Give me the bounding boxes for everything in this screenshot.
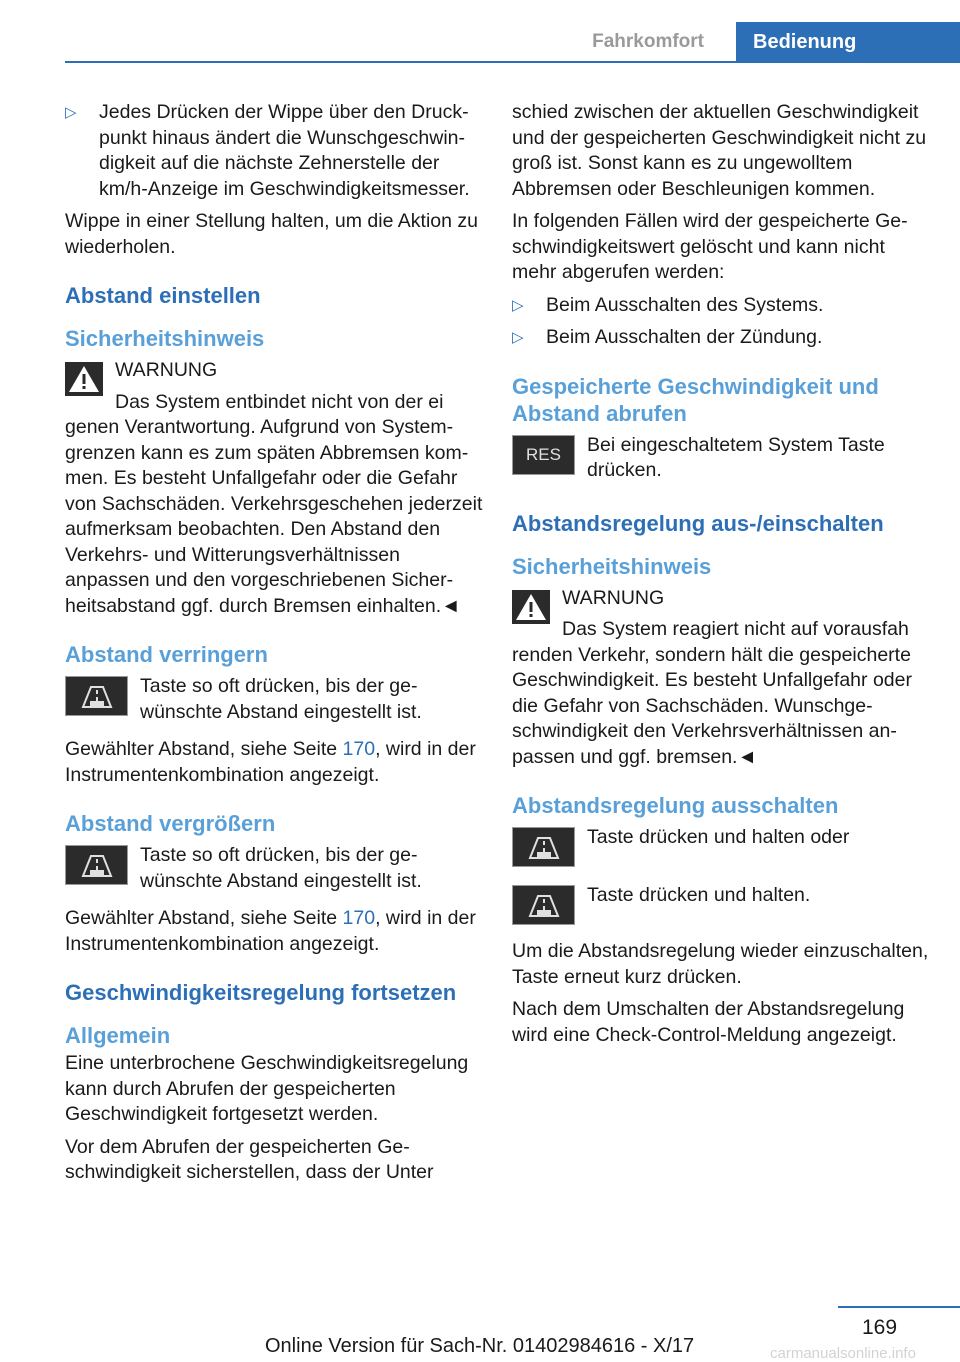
vergroessern-row: [65, 843, 483, 894]
paragraph: Um die Abstandsregelung wieder einzuschalten, Taste erneut kurz drücken.: [512, 940, 929, 988]
list-item: [512, 325, 930, 351]
warning-triangle-icon: [512, 590, 550, 624]
abrufen-text: Bei eingeschaltetem System Taste drücken.: [587, 433, 885, 481]
page-link-170[interactable]: 170: [342, 907, 376, 929]
footer-rule: [838, 1306, 960, 1308]
tab-fahrkomfort[interactable]: Fahrkomfort: [592, 31, 704, 52]
verringern-text: Taste so oft drücken, bis der gewünschte Abstand eingestellt ist.: [140, 675, 422, 723]
paragraph: Vor dem Abrufen der gespeicherten Geschwindigkeit sicherstellen, dass der Unter: [65, 1135, 434, 1183]
triangle-bullet-icon: ▷: [512, 296, 524, 314]
warning-text-lead: Das System reagiert nicht auf vorausfah: [562, 618, 909, 640]
heading-ausschalten: Abstandsregelung ausschalten: [512, 793, 839, 818]
page-number: 169: [862, 1316, 898, 1339]
text: Gewählter Abstand, siehe Seite: [65, 738, 343, 760]
paragraph: Wippe in einer Stellung halten, um die Aktion zu wiederholen.: [65, 210, 478, 258]
online-version-note: Online Version für Sach-Nr. 01402984616 - X/17: [265, 1335, 695, 1357]
paragraph-gewaehlt-1: [65, 737, 483, 788]
vergroessern-text: Taste so oft drücken, bis der gewünschte Abstand eingestellt ist.: [140, 844, 422, 892]
verringern-row: [65, 674, 483, 725]
paragraph: In folgenden Fällen wird der gespeicherte Geschwindigkeitswert gelöscht und kann nicht mehr abgerufen werden:: [512, 210, 908, 283]
text: Gewählter Abstand, siehe Seite: [65, 907, 343, 929]
text: , wird in der Instrumentenkombination angezeigt.: [65, 738, 476, 786]
warning-label: WARNUNG: [562, 586, 665, 609]
heading-abstand-vergroessern: Abstand vergrößern: [65, 811, 276, 836]
paragraph: Nach dem Umschalten der Abstandsregelung wird eine Check-Control-Meldung angezeigt.: [512, 998, 905, 1046]
watermark: carmanualsonline.info: [770, 1345, 916, 1362]
warning-text: renden Verkehr, sondern hält die gespeicherte Geschwindigkeit. Es besteht Unfallgefahr oder die Gefahr von Sachschäden. Wunschgeschwindigkeit den Verkehrsverhältnissen anpassen und ggf. bremsen.◄: [512, 643, 912, 768]
res-button-icon: [512, 435, 575, 475]
tab-bedienung[interactable]: Bedienung: [736, 22, 960, 63]
bullet-text: Beim Ausschalten des Systems.: [546, 293, 824, 316]
ausschalten-row-2: [512, 883, 930, 927]
triangle-bullet-icon: ▷: [512, 329, 524, 346]
warning-block: [65, 358, 483, 619]
abrufen-row: [512, 433, 930, 484]
distance-button-icon: [512, 885, 575, 925]
warning-triangle-icon: [65, 362, 103, 396]
warning-text-lead: Das System entbindet nicht von der ei: [115, 390, 444, 413]
ausschalten-text-1: Taste drücken und halten oder: [587, 826, 850, 848]
warning-text: genen Verantwortung. Aufgrund von Systemgrenzen kann es zum späten Abbremsen kommen. Es besteht Unfallgefahr oder die Gefahr von Sachschäden. Verkehrsgeschehen jederzeit aufmerksam beobachten. Den Abstand den Verkehrs- und Witterungsverhältnissen anpassen und den vorgeschriebenen Sicherheitsabstand ggf. durch Bremsen einhalten.◄: [65, 416, 483, 617]
list-item: [512, 293, 930, 319]
page-link-170[interactable]: 170: [342, 738, 376, 760]
heading-aus-einschalten: Abstandsregelung aus-/einschalten: [512, 510, 884, 536]
heading-abrufen: Gespeicherte Geschwindigkeit und Abstand abrufen: [512, 373, 879, 426]
res-label: RES: [526, 444, 561, 464]
bullet-text: Jedes Drücken der Wippe über den Druckpunkt hinaus ändert die Wunschgeschwindigkeit auf die nächste Zehnerstelle der km/h-Anzeige im Geschwindigkeitsmesser.: [99, 101, 470, 200]
heading-abstand-einstellen: Abstand einstellen: [65, 283, 261, 308]
left-column: [65, 100, 483, 1193]
heading-sicherheitshinweis: Sicherheitshinweis: [65, 326, 265, 351]
paragraph: schied zwischen der aktuellen Geschwindigkeit und der gespeicherten Geschwindigkeit nicht zu groß ist. Sonst kann es zu ungewolltem Abbremsen oder Beschleunigen kommen.: [512, 101, 927, 200]
list-item: [65, 100, 483, 202]
heading-fortsetzen: Geschwindigkeitsregelung fortsetzen: [65, 980, 457, 1005]
distance-button-icon: [65, 845, 128, 885]
ausschalten-text-2: Taste drücken und halten.: [587, 884, 811, 906]
bullet-text: Beim Ausschalten der Zündung.: [546, 326, 823, 348]
triangle-bullet-icon: ▷: [65, 104, 77, 121]
paragraph: Eine unterbrochene Geschwindigkeitsregelung kann durch Abrufen der gespeicherten Geschwindigkeit fortgesetzt werden.: [65, 1052, 469, 1125]
text: , wird in der Instrumentenkombination angezeigt.: [65, 907, 476, 955]
heading-allgemein: Allgemein: [65, 1023, 171, 1048]
right-column: [512, 100, 930, 1055]
paragraph-gewaehlt-2: [65, 906, 483, 957]
warning-block: [512, 586, 930, 771]
warning-label: WARNUNG: [115, 359, 218, 381]
ausschalten-row-1: [512, 825, 930, 869]
distance-button-icon: [512, 827, 575, 867]
heading-sicherheitshinweis: Sicherheitshinweis: [512, 553, 712, 579]
distance-button-icon: [65, 676, 128, 716]
heading-abstand-verringern: Abstand verringern: [65, 642, 268, 667]
